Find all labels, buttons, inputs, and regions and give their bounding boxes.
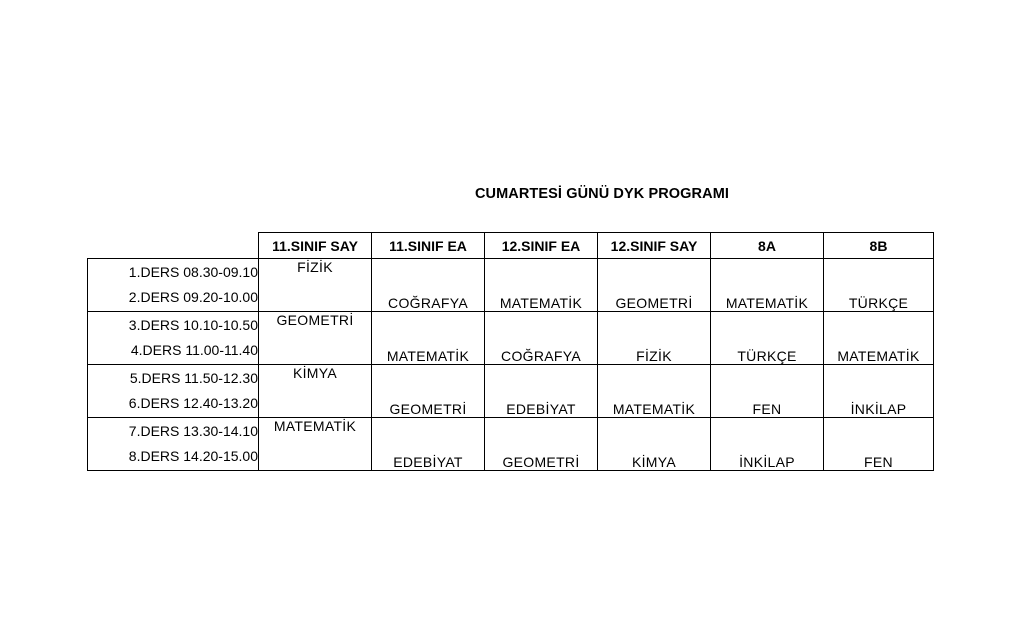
- subject-cell: MATEMATİK: [372, 312, 485, 365]
- header-11-sinif-ea: 11.SINIF EA: [372, 233, 485, 259]
- schedule-table: [87, 232, 934, 471]
- subject-cell: MATEMATİK: [598, 365, 711, 418]
- subject-cell: COĞRAFYA: [372, 259, 485, 312]
- table-row: [88, 418, 934, 471]
- subject-cell: COĞRAFYA: [485, 312, 598, 365]
- subject-cell: İNKİLAP: [711, 418, 824, 471]
- header-11-sinif-say: 11.SINIF SAY: [259, 233, 372, 259]
- time-slot: [88, 312, 259, 365]
- subject-cell: MATEMATİK: [259, 418, 372, 471]
- subject-cell: TÜRKÇE: [824, 259, 934, 312]
- header-8b: 8B: [824, 233, 934, 259]
- subject-cell: GEOMETRİ: [372, 365, 485, 418]
- subject-cell: FEN: [711, 365, 824, 418]
- subject-cell: GEOMETRİ: [598, 259, 711, 312]
- header-row: [88, 233, 934, 259]
- subject-cell: TÜRKÇE: [711, 312, 824, 365]
- lesson-time: 6.DERS 12.40-13.20: [128, 395, 258, 411]
- subject-cell: GEOMETRİ: [485, 418, 598, 471]
- time-slot: [88, 418, 259, 471]
- header-8a: 8A: [711, 233, 824, 259]
- lesson-time: 1.DERS 08.30-09.10: [128, 264, 258, 280]
- subject-cell: FEN: [824, 418, 934, 471]
- subject-cell: KİMYA: [598, 418, 711, 471]
- document-title: CUMARTESİ GÜNÜ DYK PROGRAMI: [474, 186, 730, 202]
- time-slot: [88, 365, 259, 418]
- header-corner: [88, 233, 259, 259]
- subject-cell: EDEBİYAT: [485, 365, 598, 418]
- subject-cell: GEOMETRİ: [259, 312, 372, 365]
- subject-cell: EDEBİYAT: [372, 418, 485, 471]
- subject-cell: FİZİK: [259, 259, 372, 312]
- lesson-time: 4.DERS 11.00-11.40: [130, 342, 258, 358]
- lesson-time: 5.DERS 11.50-12.30: [129, 370, 258, 386]
- lesson-time: 2.DERS 09.20-10.00: [128, 289, 258, 305]
- table-row: [88, 365, 934, 418]
- subject-cell: İNKİLAP: [824, 365, 934, 418]
- subject-cell: KİMYA: [259, 365, 372, 418]
- subject-cell: MATEMATİK: [485, 259, 598, 312]
- lesson-time: 7.DERS 13.30-14.10: [128, 423, 258, 439]
- lesson-time: 3.DERS 10.10-10.50: [128, 317, 258, 333]
- table-row: [88, 259, 934, 312]
- subject-cell: MATEMATİK: [711, 259, 824, 312]
- header-12-sinif-ea: 12.SINIF EA: [485, 233, 598, 259]
- time-slot: [88, 259, 259, 312]
- header-12-sinif-say: 12.SINIF SAY: [598, 233, 711, 259]
- subject-cell: MATEMATİK: [824, 312, 934, 365]
- table-row: [88, 312, 934, 365]
- subject-cell: FİZİK: [598, 312, 711, 365]
- lesson-time: 8.DERS 14.20-15.00: [128, 448, 258, 464]
